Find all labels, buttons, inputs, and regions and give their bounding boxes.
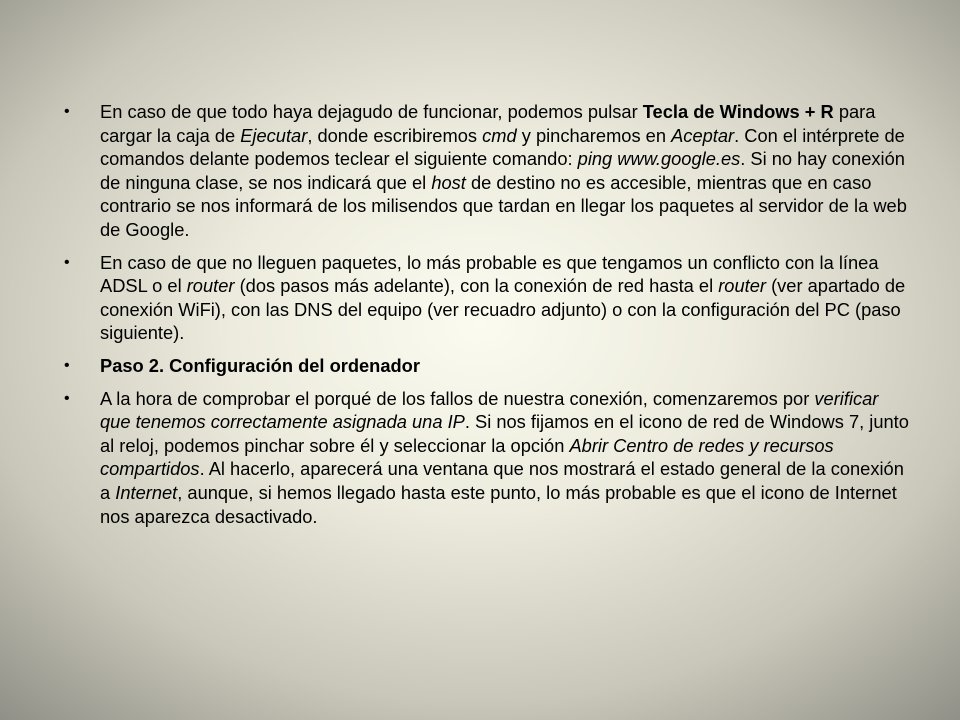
bullet-dot-icon: • [64, 103, 70, 120]
italic-text: cmd [482, 124, 517, 146]
bullet-text [100, 355, 420, 376]
italic-text: Ejecutar [240, 124, 308, 146]
text-run: . Si nos fijamos en el icono de red de Windows 7, junto al reloj, podemos pinchar sobre él y seleccionar la opción [100, 411, 909, 456]
bullet-list [58, 100, 913, 537]
italic-text: Internet [115, 481, 178, 503]
bullet-dot-icon: • [64, 389, 70, 407]
bullet-text [100, 252, 905, 344]
text-run: , aunque, si hemos llegado hasta este punto, lo más probable es que el icono de Internet nos aparezca desactivado. [100, 481, 897, 527]
text-run: A la hora de comprobar el porqué de los fallos de nuestra conexión, comenzaremos por [100, 387, 815, 409]
bullet-item [58, 100, 913, 242]
italic-text: Abrir Centro de redes y recursos compartidos [100, 434, 834, 480]
bullet-item [58, 354, 913, 378]
text-run: de destino no es accesible, mientras que en caso contrario se nos informará de los milisendos que tardan en llegar los paquetes al servidor de la web de Google. [100, 171, 907, 240]
bold-text: Paso 2. Configuración del ordenador [100, 354, 420, 376]
bullet-text [100, 101, 907, 240]
text-run: . Al hacerlo, aparecerá una ventana que nos mostrará el estado general de la conexión a [100, 458, 904, 503]
bullet-item [58, 387, 913, 529]
italic-text: Aceptar [671, 124, 735, 146]
text-run: para cargar la caja de [100, 101, 876, 146]
text-run: En caso de que todo haya dejagudo de funcionar, podemos pulsar [100, 101, 643, 122]
text-run: (dos pasos más adelante), con la conexión de red hasta el [234, 275, 719, 297]
italic-text: router [186, 275, 235, 297]
italic-text: verificar que tenemos correctamente asignada una IP [100, 387, 879, 433]
bullet-dot-icon: • [64, 356, 70, 374]
italic-text: ping www.google.es [577, 148, 741, 170]
bold-text: Tecla de Windows + R [642, 101, 834, 122]
bullet-text [100, 388, 909, 527]
text-run: . Con el intérprete de comandos delante podemos teclear el siguiente comando: [100, 124, 905, 170]
bullet-item [58, 251, 913, 345]
text-run: , donde escribiremos [307, 124, 483, 146]
text-run: En caso de que no lleguen paquetes, lo más probable es que tengamos un conflicto con la línea ADSL o el [100, 251, 879, 297]
text-run: (ver apartado de conexión WiFi), con las DNS del equipo (ver recuadro adjunto) o con la configuración del PC (paso siguiente). [100, 275, 906, 344]
bullet-dot-icon: • [64, 253, 70, 271]
text-run: . Si no hay conexión de ninguna clase, se nos indicará que el [100, 148, 905, 193]
italic-text: router [718, 275, 766, 297]
italic-text: host [431, 171, 466, 193]
text-run: y pincharemos en [516, 124, 672, 146]
